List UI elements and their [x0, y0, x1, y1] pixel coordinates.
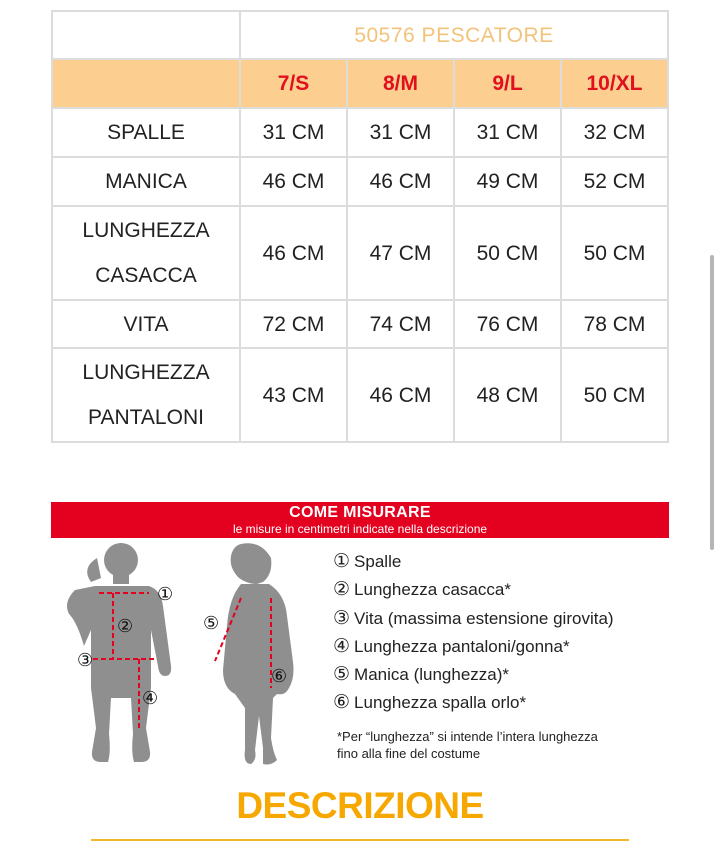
how-to-measure-banner	[51, 502, 669, 538]
product-title: 50576 PESCATORE	[240, 11, 668, 59]
table-cell: 46 CM	[347, 348, 454, 442]
table-row	[52, 157, 668, 206]
header-corner-cell	[52, 59, 240, 108]
legend-item: ⑥ Lunghezza spalla orlo*	[333, 692, 527, 714]
legend-item: ② Lunghezza casacca*	[333, 579, 511, 601]
table-row	[52, 206, 668, 300]
measurement-legend	[333, 548, 673, 718]
row-label-vita: VITA	[52, 300, 240, 348]
size-table	[51, 10, 669, 443]
table-cell: 74 CM	[347, 300, 454, 348]
table-cell: 50 CM	[454, 206, 561, 300]
marker-1-icon: ①	[157, 584, 174, 605]
table-cell: 78 CM	[561, 300, 668, 348]
size-header-7s: 7/S	[240, 59, 347, 108]
table-cell: 31 CM	[347, 108, 454, 157]
table-cell: 52 CM	[561, 157, 668, 206]
marker-6-icon: ⑥	[271, 666, 288, 687]
description-heading: DESCRIZIONE	[236, 785, 484, 826]
table-cell: 50 CM	[561, 206, 668, 300]
table-cell: 76 CM	[454, 300, 561, 348]
table-cell: 43 CM	[240, 348, 347, 442]
table-cell: 50 CM	[561, 348, 668, 442]
table-row	[52, 300, 668, 348]
heading-underline	[91, 839, 629, 841]
marker-3-icon: ③	[77, 650, 94, 671]
row-label-manica: MANICA	[52, 157, 240, 206]
table-cell: 46 CM	[240, 157, 347, 206]
legend-item: ④ Lunghezza pantaloni/gonna*	[333, 635, 570, 657]
table-cell: 48 CM	[454, 348, 561, 442]
size-header-9l: 9/L	[454, 59, 561, 108]
table-cell: 72 CM	[240, 300, 347, 348]
empty-corner-cell	[52, 11, 240, 59]
child-side-figure-icon	[223, 543, 294, 764]
size-header-8m: 8/M	[347, 59, 454, 108]
table-cell: 49 CM	[454, 157, 561, 206]
table-cell: 46 CM	[347, 157, 454, 206]
row-label-lunghezza-pantaloni: LUNGHEZZA PANTALONI	[52, 348, 240, 442]
banner-title: COME MISURARE	[289, 504, 431, 521]
length-footnote: *Per “lunghezza” si intende l’intera lunghezza fino alla fine del costume	[337, 729, 598, 761]
row-label-lunghezza-casacca: LUNGHEZZA CASACCA	[52, 206, 240, 300]
legend-item: ① Spalle	[333, 551, 402, 572]
table-cell: 31 CM	[454, 108, 561, 157]
marker-2-icon: ②	[117, 616, 134, 637]
table-row	[52, 108, 668, 157]
size-header-10xl: 10/XL	[561, 59, 668, 108]
page-scrollbar[interactable]	[710, 255, 714, 550]
banner-subtitle: le misure in centimetri indicate nella descrizione	[232, 522, 488, 536]
table-cell: 32 CM	[561, 108, 668, 157]
marker-4-icon: ④	[142, 688, 159, 709]
legend-item: ⑤ Manica (lunghezza)*	[333, 664, 510, 686]
size-header-row	[52, 59, 668, 108]
table-cell: 46 CM	[240, 206, 347, 300]
table-cell: 47 CM	[347, 206, 454, 300]
legend-item: ③ Vita (massima estensione girovita)	[333, 607, 614, 629]
measurement-figures-illustration	[51, 538, 331, 778]
row-label-spalle: SPALLE	[52, 108, 240, 157]
table-row	[52, 348, 668, 442]
table-cell: 31 CM	[240, 108, 347, 157]
size-table-title-row	[52, 11, 668, 59]
marker-5-icon: ⑤	[203, 613, 220, 634]
